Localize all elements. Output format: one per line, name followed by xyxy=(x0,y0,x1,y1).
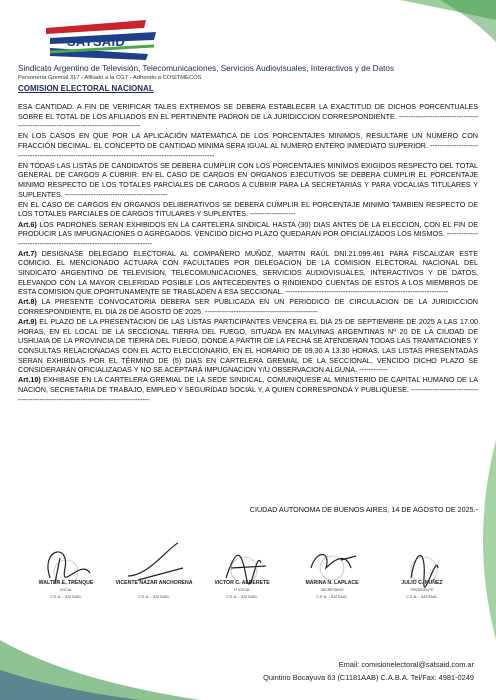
signature-role: SECRETARIO xyxy=(320,588,344,592)
document-title: COMISION ELECTORAL NACIONAL xyxy=(18,84,154,93)
city-date: CIUDAD AUTONOMA DE BUENOS AIRES, 14 DE AGOSTO DE 2025.- xyxy=(249,505,478,514)
signature-block xyxy=(196,538,288,604)
article-9-label: Art.9) xyxy=(18,317,37,327)
article-8-text: LA PRESENTE CONVOCATORIA DEBERA SER PUBLICADA EN UN PERIODICO DE CIRCULACION DE LA JURIDICCION CORRESPONDIENTE, EL DIA 28 DE AGOSTO DE 2025. ----------------------------------------------- xyxy=(18,297,478,317)
signature-block xyxy=(108,538,200,604)
article-10 xyxy=(18,375,478,404)
org-name: Sindicato Argentino de Televisión, Telecomunicaciones, Servicios Audiovisuales, Interactivos y de Datos xyxy=(18,64,395,73)
article-8 xyxy=(18,297,478,316)
bottom-left-decoration xyxy=(0,600,200,700)
signature-name: MARINA N. LAPLACE xyxy=(305,580,359,586)
paragraph-3: EN TODAS LAS LISTAS DE CANDIDATOS SE DEBERA CUMPLIR CON LOS PORCENTAJES MINIMOS EXIGIDOS RESPECTO DEL TOTAL GENERAL DE CARGOS A CUBRIR. EN EL CASO DE CARGOS EN ORGANOS EJECUTIVOS SE DEBERA CUMPLIR EL PORCENTAJE MINIMO RESPECTO DE LOS TOTALES PARCIALES DE CARGOS A CUBRIR PARA LA SECRETARIAS Y PARA VOCALIAS TITULARES Y SUPLENTES. ------------------------------------------- xyxy=(18,160,478,199)
signature-name: JULIO C. NUÑEZ xyxy=(401,580,443,586)
article-7 xyxy=(18,249,478,297)
paragraph-1: ESA CANTIDAD. A FIN DE VERIFICAR TALES EXTREMOS SE DEBERA ESTABLECER LA EXACTITUD DE DICHOS PORCENTUALES SOBRE EL TOTAL DE LOS AFILIADOS EN EL PERTINENTE PADRON DE LA JURIDICCION CORRESPONDIENTE. ------------------------------------------------------------------------------------ xyxy=(18,102,478,131)
article-9 xyxy=(18,317,478,375)
article-10-label: Art.10) xyxy=(18,375,41,385)
signature-name: VICTOR C. ALDERETE xyxy=(214,580,270,586)
article-9-text: EL PLAZO DE LA PRESENTACION DE LAS LISTAS PARTICIPANTES VENCERA EL DIA 25 DE SEPTIEMBRE DE 2025 A LAS 17.00 HORAS, EN EL LOCAL DE LA SECCIONAL TIERRA DEL FUEGO, SITUADA EN MALVINAS ARGENTINAS Nº 20 DE LA CIUDAD DE USHUAIA DE LA PROVINCIA DE TIERRA DEL FUEGO, DONDE A PARTIR DE LA FECHA SE ATENDERAN TODAS LAS TRAMITACIONES Y CONSULTAS RELACIONADAS CON EL ACTO ELECCIONARIO, EN EL HORARIO DE 09.30 A 13.30 HORAS. LAS LISTAS PRESENTADAS SERAN EXHIBIDAS POR EL TÉRMINO DE (5) DIAS EN CARTELERA GREMIAL DE LA SECCIONAL, VENCIDO DICHO PLAZO SE CONSIDERARÁN OFICIALIZADAS Y NO SE ACEPTARÁ IMPUGNACION Y/U OBSERVACION ALGUNA. ------------ xyxy=(18,317,478,375)
signature-name: WALTER E. TRENQUE xyxy=(38,580,94,586)
article-6 xyxy=(18,220,478,249)
signature-org: C.E.N. - SATSAID. xyxy=(226,595,258,599)
signature-name: VICENTE NAZAR ANCHORENA xyxy=(115,580,193,586)
article-7-label: Art.7) xyxy=(18,248,37,258)
footer-address: Quintino Bocayuva 63 (C1181AAB) C.A.B.A. Tel/Fax: 4981-0249 xyxy=(263,673,474,682)
footer-email: Email: comisionelectoral@satsaid.com.ar xyxy=(338,660,474,669)
paragraph-2: EN LOS CASOS EN QUE POR LA APLICACIÓN MATEMATICA DE LOS PORCENTAJES MINIMOS, RESULTARE UN NUMERO CON FRACCIÓN DECIMAL. EL CONCEPTO DE CANTIDAD MINIMA SERA IGUAL AL NUMERO ENTERO INMEDIATO SUPERIOR. ------------------------------------------------------------------------------------------------------ xyxy=(18,131,478,160)
signature-role: PRESIDENTE xyxy=(410,588,434,592)
signature-org: C.E.N. - SATSAID. xyxy=(406,595,438,599)
article-6-label: Art.6) xyxy=(18,219,37,229)
signature-org: C.E.N. - SATSAID. xyxy=(50,595,82,599)
logo-text: SATSAID xyxy=(66,34,126,49)
org-subtitle: Personería Gremial 317 - Afiliado a la CGT - Adherido a COSITMECOS xyxy=(18,75,202,81)
signature-block xyxy=(376,538,468,604)
top-right-decoration xyxy=(380,0,496,60)
article-7-text: DESIGNASE DELEGADO ELECTORAL AL COMPAÑERO MUÑOZ, MARTIN RAÚL DNI.21.099.461 PARA FISCALIZAR ESTE COMICIO. EL MENCIONADO ACTUARA CON FACULTADES POR DELEGACION DE LA COMISION ELECTORAL NACIONAL DEL SINDICATO ARGENTINO DE TELEVISION, TELECOMUNICACIONES, SERVICIOS AUDIOVISUALES, INTERACTIVOS Y DE DATOS, ELEVANDO CON LA MAYOR CELERIDAD POSIBLE LOS ANTECEDENTES O RINDIENDO CUENTAS DE ESTOS A LOS MIEMBROS DE ESTA COMISION QUE OPORTUNAMENTE SE TRASLADEN A ESA SECCIONAL. -------------------------------------------------------------------- xyxy=(18,248,478,297)
paragraph-4: EN EL CASO DE CARGOS EN ORGANOS DELIBERATIVOS SE DEBERA CUMPLIR EL PORCENTAJE MINIMO TAMBIEN RESPECTO DE LOS TOTALES PARCIALES DE CARGOS TITULARES Y SUPLENTES. ------------------- xyxy=(18,199,478,219)
document-body xyxy=(18,102,478,405)
signature-block xyxy=(20,538,112,604)
article-10-text: EXHIBASE EN LA CARTELERA GREMIAL DE LA SEDE SINDICAL, COMUNIQUESE AL MINISTERIO DE CAPITAL HUMANO DE LA NACION, SECRETARIA DE TRABAJO, EMPLEO Y SEGURIDAD SOCIAL Y, A QUIEN CORRESPONDA Y PUBLIQUESE. ----------------------------------------------------------------------------------- xyxy=(18,375,478,404)
article-6-text: LOS PADRONES SERAN EXHIBIDOS EN LA CARTELERA SINDICAL HASTA (30) DIAS ANTES DE LA ELECCION, CON EL FIN DE PRODUCIR LAS IMPUGNACIONES O AGREGADOS. VENCIDO DICHO PLAZO QUEDARAN POR OFICIALIZADOS LOS MISMOS. --------------------------------------------------------------------- xyxy=(18,219,478,248)
article-8-label: Art.8) xyxy=(18,297,37,307)
signature-org: C.E.N. - SATSAID. xyxy=(138,595,170,599)
signature-block xyxy=(286,538,378,604)
signature-role: 1º VOCAL xyxy=(233,588,251,592)
signature-role: VOCAL xyxy=(59,588,73,592)
signature-org: C.E.N. - SATSAID. xyxy=(316,595,348,599)
